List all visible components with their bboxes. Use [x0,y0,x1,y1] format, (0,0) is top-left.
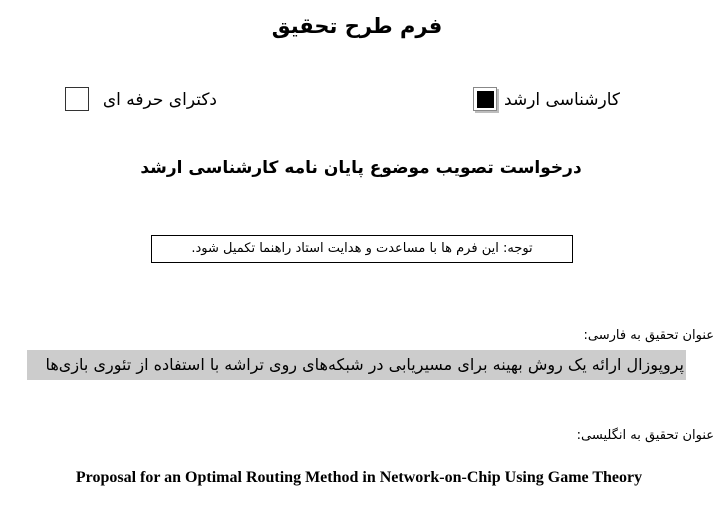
english-title-value: Proposal for an Optimal Routing Method in Network-on-Chip Using Game Theory [75,469,643,486]
masters-option-label: کارشناسی ارشد [504,90,620,110]
persian-title-label: عنوان تحقیق به فارسی: [583,328,714,343]
request-title: درخواست تصویب موضوع پایان نامه کارشناسی ارشد [140,158,582,178]
professional-doctorate-option-label: دکترای حرفه ای [102,90,217,110]
note-box: توجه: این فرم ها با مساعدت و هدایت استاد راهنما تکمیل شود. [151,235,573,263]
masters-checkbox[interactable] [473,87,497,111]
persian-title-value: پروپوزال ارائه یک روش بهینه برای مسیریابی در شبکه‌های روی تراشه با استفاده از تئوری بازی‌ها [45,355,684,374]
professional-doctorate-checkbox[interactable] [65,87,89,111]
persian-title-field[interactable] [27,350,686,380]
form-title: فرم طرح تحقیق [271,14,443,38]
english-title-label: عنوان تحقیق به انگلیسی: [576,428,714,443]
